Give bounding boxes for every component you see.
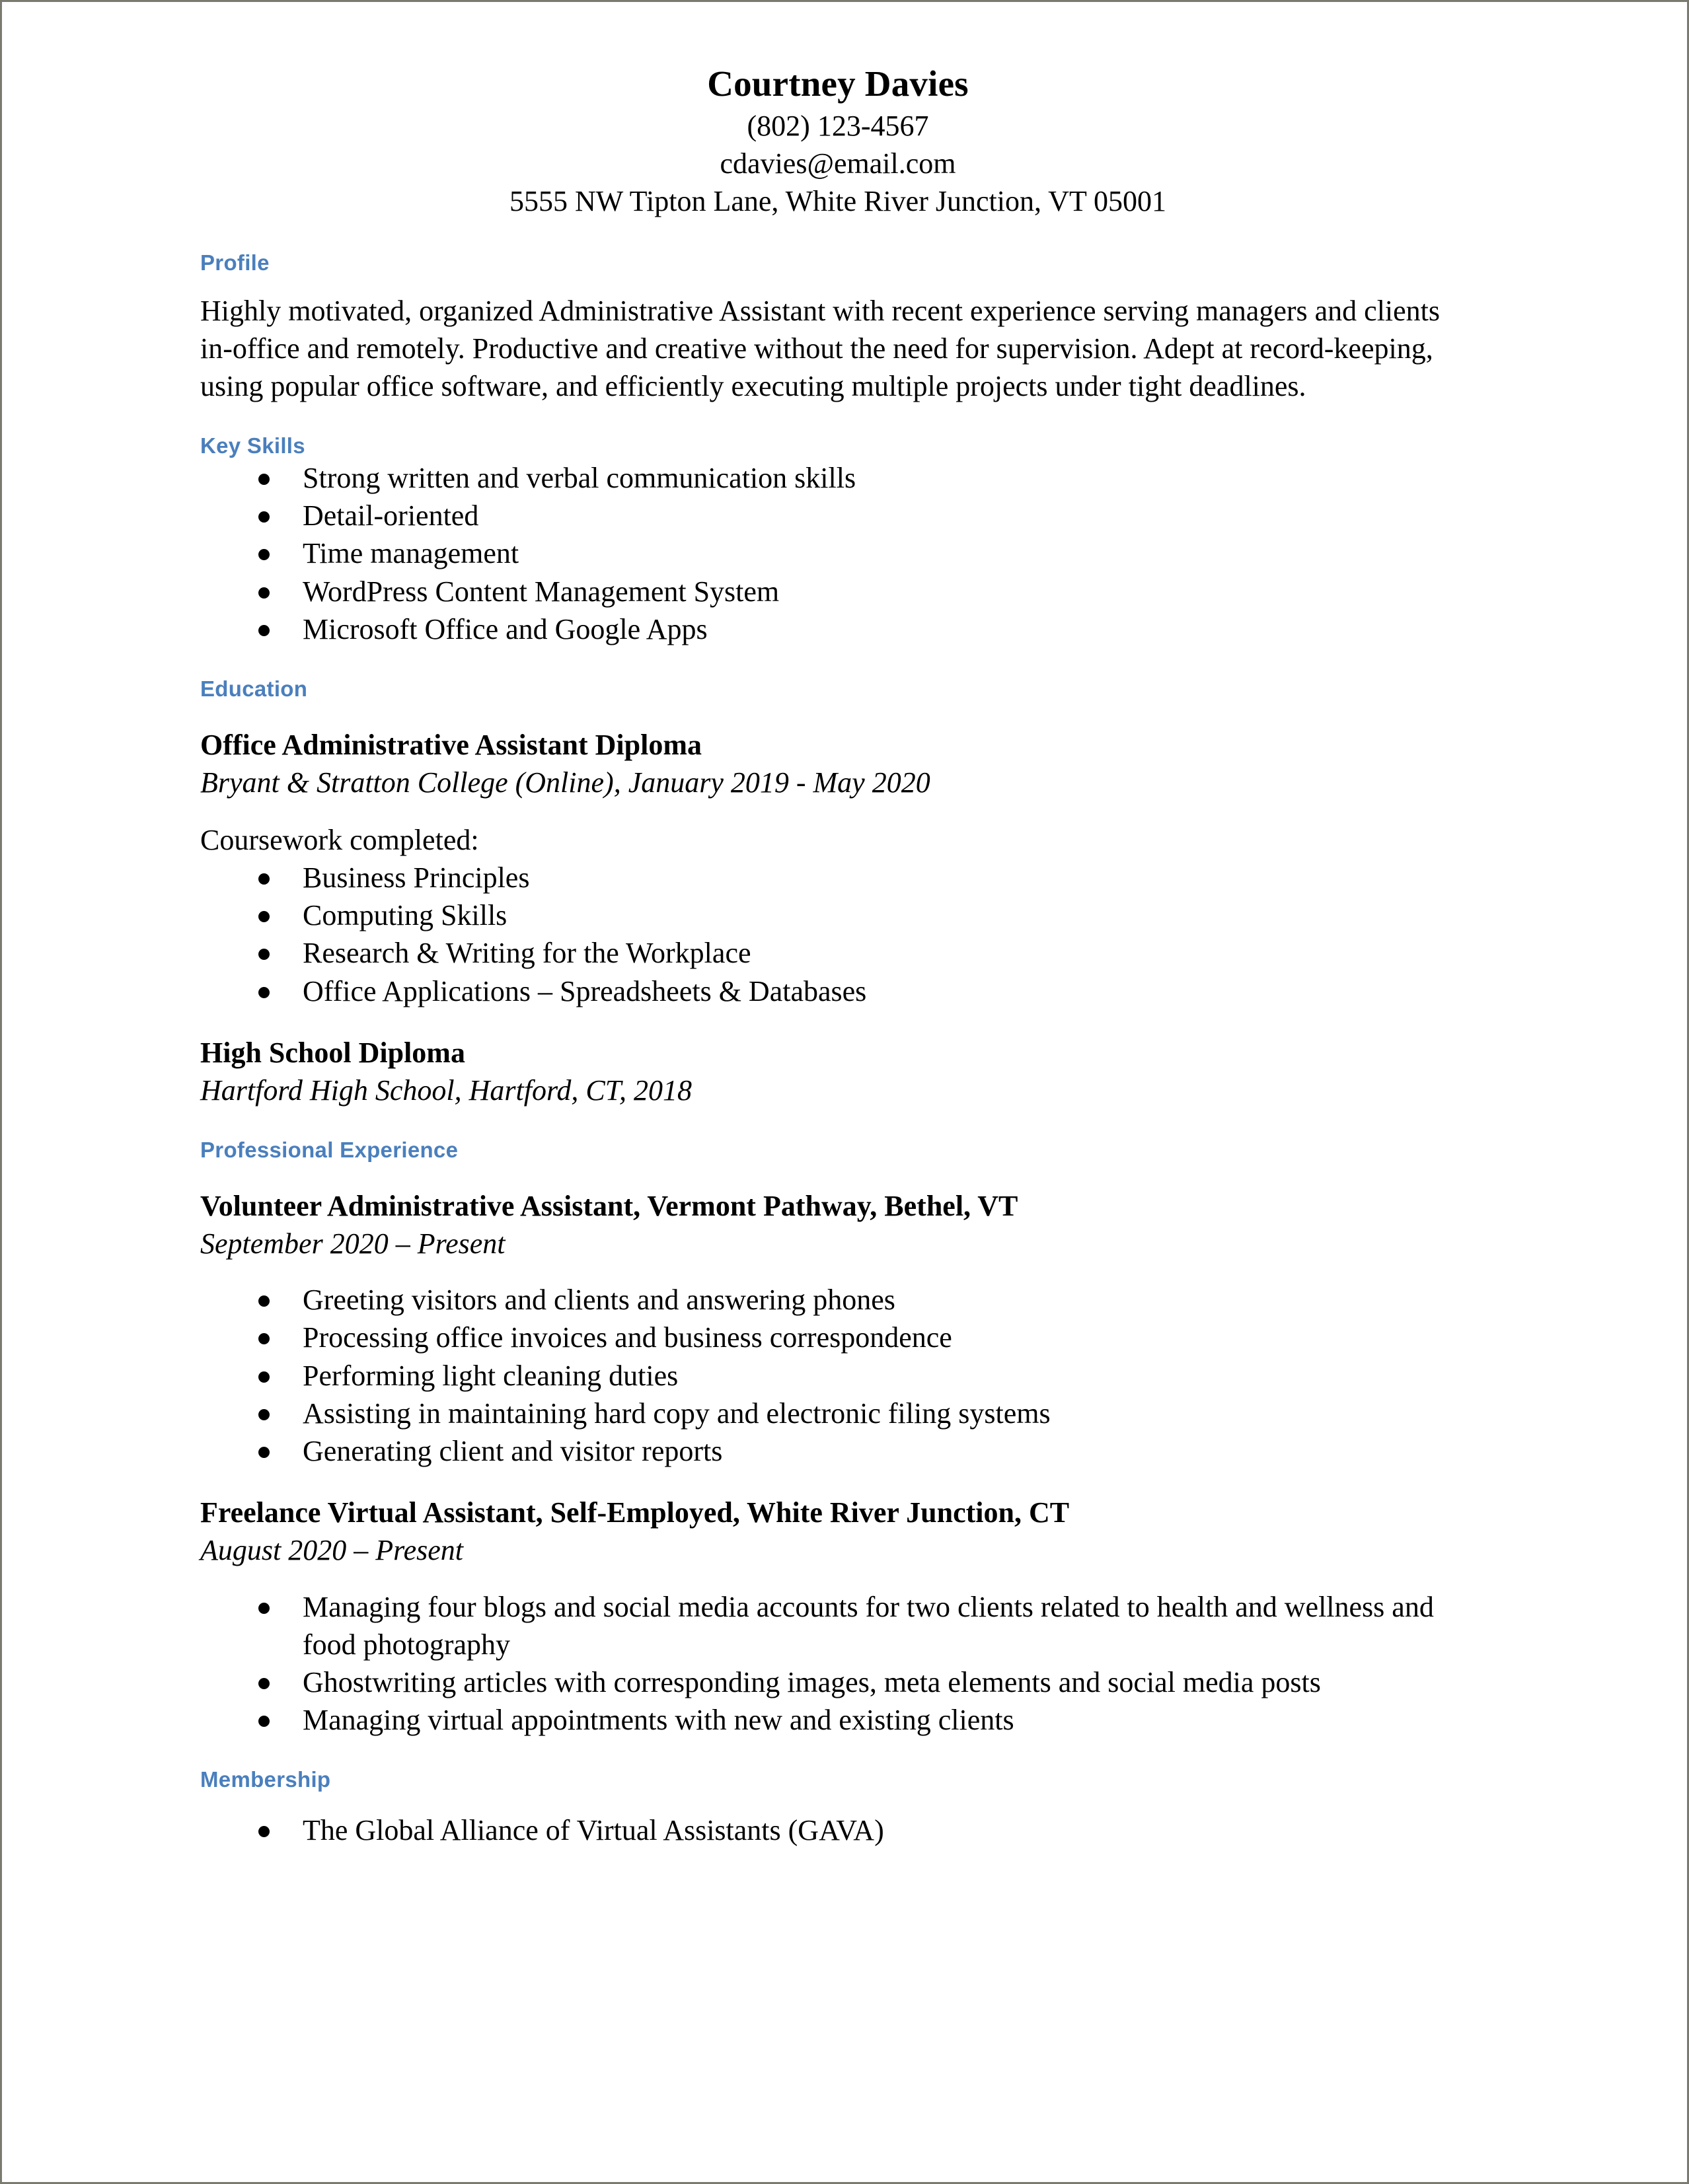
list-item: Ghostwriting articles with corresponding images, meta elements and social media posts <box>200 1663 1476 1701</box>
list-item: Computing Skills <box>200 896 1476 934</box>
list-item: Processing office invoices and business correspondence <box>200 1319 1476 1356</box>
key-skills-list <box>200 459 1476 648</box>
education-entry <box>200 1034 1476 1109</box>
section-heading-education: Education <box>200 676 308 701</box>
education-degree-title: Office Administrative Assistant Diploma <box>200 728 702 761</box>
coursework-label: Coursework completed: <box>200 823 479 856</box>
experience-job-title: Volunteer Administrative Assistant, Vermont Pathway, Bethel, VT <box>200 1189 1018 1222</box>
list-item: Research & Writing for the Workplace <box>200 934 1476 972</box>
coursework-list <box>200 859 1476 1010</box>
section-key-skills <box>200 433 1476 648</box>
list-item: Detail-oriented <box>200 497 1476 534</box>
list-item: Generating client and visitor reports <box>200 1432 1476 1470</box>
list-item: Assisting in maintaining hard copy and electronic filing systems <box>200 1395 1476 1432</box>
membership-list <box>200 1811 1476 1849</box>
section-heading-professional-experience: Professional Experience <box>200 1138 459 1163</box>
section-profile <box>200 250 1476 405</box>
section-heading-profile: Profile <box>200 250 270 275</box>
education-school-dates: Hartford High School, Hartford, CT, 2018 <box>200 1074 692 1107</box>
candidate-name: Courtney Davies <box>707 63 969 104</box>
resume-header <box>200 2 1476 220</box>
section-heading-key-skills: Key Skills <box>200 433 305 458</box>
list-item: Managing virtual appointments with new and existing clients <box>200 1701 1476 1739</box>
education-school-dates: Bryant & Stratton College (Online), January 2019 - May 2020 <box>200 766 930 799</box>
experience-bullets <box>200 1281 1476 1470</box>
list-item: Managing four blogs and social media accounts for two clients related to health and wellness and food photography <box>200 1588 1476 1663</box>
list-item: Office Applications – Spreadsheets & Databases <box>200 972 1476 1010</box>
contact-address: 5555 NW Tipton Lane, White River Junction, VT 05001 <box>509 184 1167 217</box>
section-membership <box>200 1766 1476 1849</box>
list-item: Business Principles <box>200 859 1476 896</box>
experience-entry <box>200 1494 1476 1739</box>
list-item: Greeting visitors and clients and answering phones <box>200 1281 1476 1319</box>
experience-dates: September 2020 – Present <box>200 1227 506 1260</box>
experience-bullets <box>200 1588 1476 1739</box>
section-heading-membership: Membership <box>200 1767 331 1792</box>
list-item: Time management <box>200 534 1476 572</box>
experience-job-title: Freelance Virtual Assistant, Self-Employed, White River Junction, CT <box>200 1496 1070 1529</box>
contact-email[interactable]: cdavies@email.com <box>720 147 956 180</box>
list-item: Strong written and verbal communication skills <box>200 459 1476 497</box>
list-item: Microsoft Office and Google Apps <box>200 610 1476 648</box>
resume-content <box>200 2 1476 1849</box>
list-item: The Global Alliance of Virtual Assistants (GAVA) <box>200 1811 1476 1849</box>
section-professional-experience <box>200 1137 1476 1739</box>
experience-dates: August 2020 – Present <box>200 1534 463 1567</box>
contact-phone: (802) 123-4567 <box>747 110 929 142</box>
education-degree-title: High School Diploma <box>200 1036 465 1069</box>
experience-entry <box>200 1187 1476 1470</box>
profile-summary-text: Highly motivated, organized Administrative Assistant with recent experience serving managers and clients in-office and remotely. Productive and creative without the need for supervision. Adept at record-keeping, using popular office software, and efficiently executing multiple projects under tight deadlines. <box>200 294 1441 403</box>
list-item: Performing light cleaning duties <box>200 1357 1476 1395</box>
section-education <box>200 676 1476 1109</box>
education-entry <box>200 726 1476 1010</box>
list-item: WordPress Content Management System <box>200 573 1476 610</box>
